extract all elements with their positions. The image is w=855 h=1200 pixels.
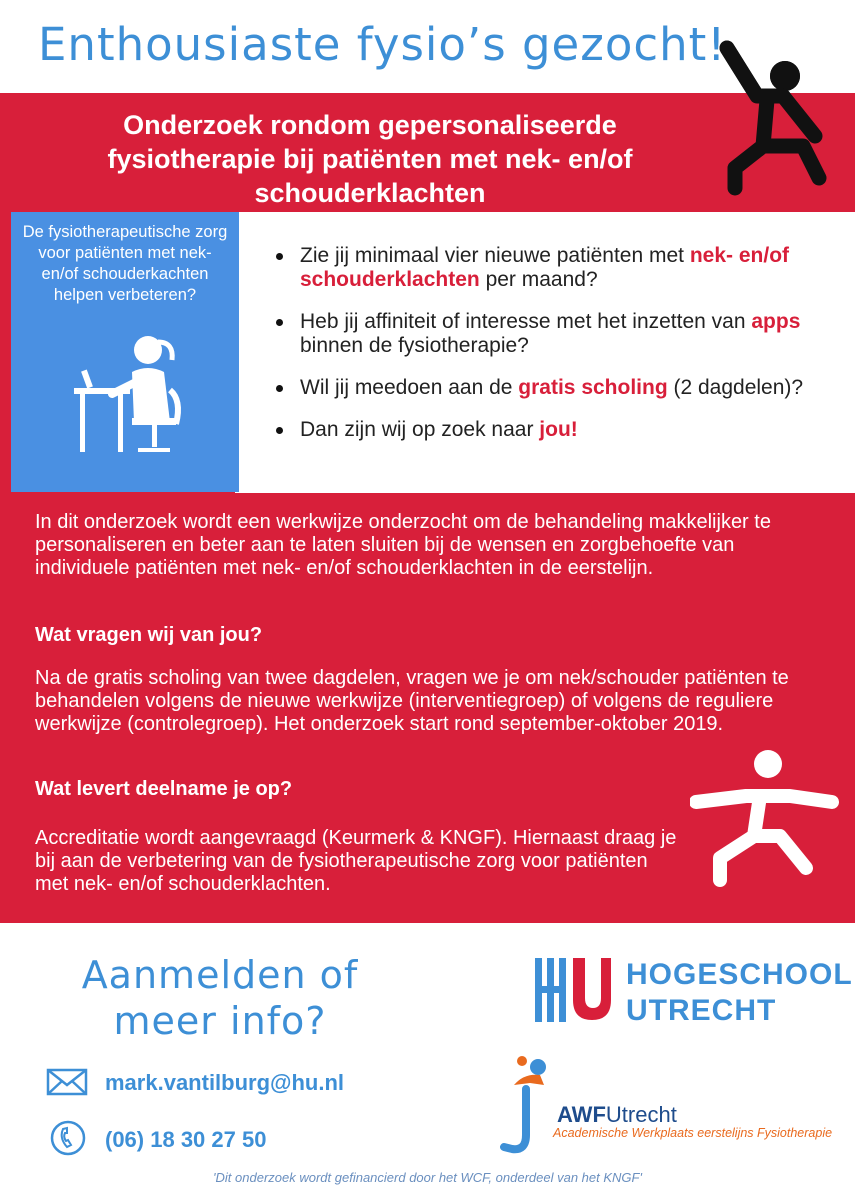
list-item: Dan zijn wij op zoek naar jou! xyxy=(272,418,832,442)
phone-icon xyxy=(50,1120,86,1156)
jumping-person-icon xyxy=(690,740,840,890)
list-item: Heb jij affiniteit of interesse met het inzetten van apps binnen de fysiotherapie? xyxy=(272,310,832,358)
list-item: Zie jij minimaal vier nieuwe patiënten met nek- en/of schouderklachten per maand? xyxy=(272,244,832,292)
awf-logo-name: AWFUtrecht xyxy=(557,1102,677,1127)
email-link[interactable]: mark.vantilburg@hu.nl xyxy=(105,1070,345,1095)
info-box-text: De fysiotherapeutische zorg voor patiënten met nek- en/of schouderkachten helpen verbeteren? xyxy=(22,223,228,304)
requirements-list xyxy=(272,244,832,460)
list-item: Wil jij meedoen aan de gratis scholing (2 dagdelen)? xyxy=(272,376,832,400)
hu-line: HOGESCHOOL xyxy=(626,958,853,991)
hu-line: UTRECHT xyxy=(626,994,777,1027)
person-at-desk-icon xyxy=(70,330,190,455)
section-heading: Wat vragen wij van jou? xyxy=(35,624,263,646)
section-paragraph: Accreditatie wordt aangevraagd (Keurmerk & KNGF). Hiernaast draag je bij aan de verbetering van de fysiotherapeutische zorg voor patiënten met nek- en/of schouderklachten. xyxy=(35,827,677,895)
cta-line: Aanmelden of xyxy=(81,953,359,997)
cheering-person-icon-overlay xyxy=(715,38,835,198)
intro-paragraph: In dit onderzoek wordt een werkwijze onderzocht om de behandeling makkelijker te personaliseren en beter aan te laten sluiten bij de wensen en zorgbehoefte van individuele patiënten met nek- en/of schouderklachten in de eerstelijn. xyxy=(35,511,771,579)
envelope-icon xyxy=(46,1068,88,1096)
awf-logo-subtitle: Academische Werkplaats eerstelijns Fysiotherapie xyxy=(553,1126,833,1140)
footer-note: 'Dit onderzoek wordt gefinancierd door het WCF, onderdeel van het KNGF' xyxy=(213,1170,642,1185)
awf-logo-icon xyxy=(500,1055,556,1155)
page-title: Onderzoek rondom gepersonaliseerde fysiotherapie bij patiënten met nek- en/of schouderklachten xyxy=(107,110,633,208)
headline: Enthousiaste fysio’s gezocht! xyxy=(38,18,727,71)
section-paragraph: Na de gratis scholing van twee dagdelen, vragen we je om nek/schouder patiënten te behandelen volgens de nieuwe werkwijze (interventiegroep) of volgens de reguliere werkwijze (controlegroep). Het onderzoek start rond september-oktober 2019. xyxy=(35,667,789,735)
cta-line: meer info? xyxy=(113,999,327,1043)
phone-link[interactable]: (06) 18 30 27 50 xyxy=(105,1127,267,1152)
hu-logo-text xyxy=(626,957,853,1029)
hu-logo-icon xyxy=(535,958,615,1022)
call-to-action xyxy=(70,952,370,1044)
section-heading: Wat levert deelname je op? xyxy=(35,778,293,800)
